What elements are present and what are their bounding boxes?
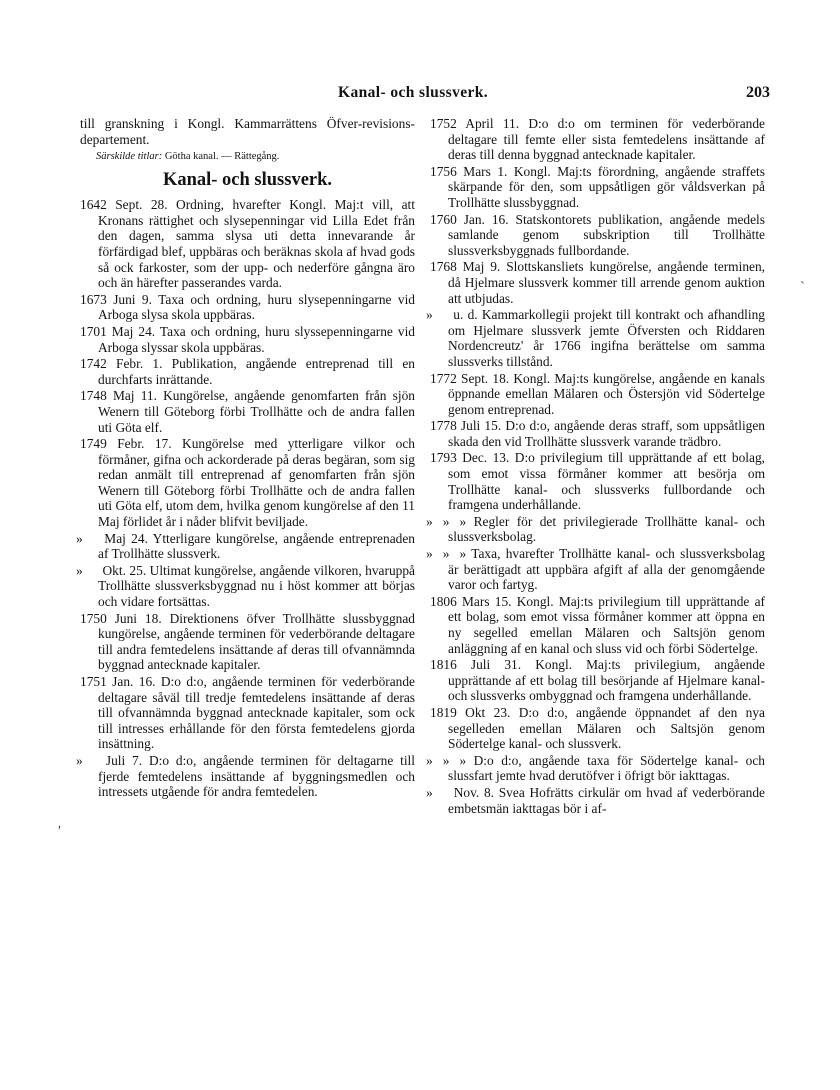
list-item: 1806 Mars 15. Kongl. Maj:ts privilegium till upprättande af ett bolag, som emot vissa förmåner kommer att öppna en ny segelled emellan Mälaren och Saltsjön genom anläggning af en kanal och sluss vid och förbi Södertelge. (430, 593, 765, 656)
sub-list-item-text: u. d. Kammarkollegii projekt till kontrakt och afhandling om Hjelmare slussverk jemte Öfversten och Riddaren Nordencreutz' år 1766 ingifna berättelse om samma slussverks tillstånd. (448, 307, 765, 369)
see-also-label: Särskilde titlar: (96, 151, 163, 163)
see-also-text: Götha kanal. — Rättegång. (164, 151, 280, 163)
sub-list-item-text: Juli 7. D:o d:o, angående terminen för deltagarne till fjerde femtedelens insättande af byggningsmedlen och intressets utgående för andra femtedelen. (98, 752, 415, 800)
list-item: 1673 Juni 9. Taxa och ordning, huru slysepenningarne vid Arboga slysa skola uppbäras. (80, 291, 415, 323)
list-item: 1816 Juli 31. Kongl. Maj:ts privilegium, angående upprättande af ett bolag till besörjande af Hjelmare kanal- och slussverks ombyggnad och framgena underhållande. (430, 657, 765, 704)
running-title: Kanal- och slussverk. (338, 84, 489, 101)
ditto-mark: » » » (426, 546, 467, 562)
sub-list-item (76, 752, 415, 800)
list-item: 1819 Okt 23. D:o d:o, angående öppnandet af den nya segelleden emellan Mälaren och Saltsjön genom Södertelge kanal- och slussverk. (430, 704, 765, 752)
ditto-mark: » (426, 307, 433, 323)
stray-mark-right: ` (800, 280, 805, 295)
ditto-mark: » » » (426, 752, 467, 768)
section-heading: Kanal- och slussverk. (162, 170, 333, 191)
list-item: 1756 Mars 1. Kongl. Maj:ts förordning, angående straffets skärpande för den, som uppsåtligen gör våldsverkan på Trollhätte slussbyggnad. (430, 163, 765, 210)
list-item: 1752 April 11. D:o d:o om terminen för vederbörande deltagare till femte eller sista femtedelens insättande af deras till denna byggnad antecknade kapitaler. (430, 116, 765, 163)
stray-mark-left: ′ (58, 824, 62, 839)
list-item: 1778 Juli 15. D:o d:o, angående deras straff, som uppsåtligen skada den vid Trollhätte slussverk varande trädbro. (430, 418, 765, 449)
list-item: 1751 Jan. 16. D:o d:o, angående terminen för vederbörande deltagare såväl till tredje femtedelens insättande af deras till ofvannämnda byggnad antecknade kapitaler, som ock till intresses erhållande för den första femtedelens gjorda insättning. (80, 674, 415, 752)
list-item: 1793 Dec. 13. D:o privilegium till upprättande af ett bolag, som emot vissa förmåner kommer att besörja om Trollhätte kanal- och slussverks fullbordande och framgena underhållande. (430, 450, 765, 513)
sub-list-item-text: Maj 24. Ytterligare kungörelse, angående entreprenaden af Trollhätte slussverk. (98, 530, 415, 562)
list-item: 1742 Febr. 1. Publikation, angående entreprenad till en durchfarts inrättande. (80, 356, 415, 387)
sub-entry-list-b (76, 752, 415, 800)
list-item: 1750 Juni 18. Direktionens öfver Trollhätte slussbyggnad kungörelse, angående terminen för vederbörande deltagare till andra femtedelens insättande af deras till ofvannämnda byggnad antecknade kapitaler. (80, 610, 415, 673)
page-number: 203 (746, 84, 770, 101)
list-item: 1772 Sept. 18. Kongl. Maj:ts kungörelse, angående en kanals öppnande emellan Mälaren och Östersjön vid Södertelge genom entreprenad. (430, 370, 765, 417)
sub-list-item-text: Okt. 25. Ultimat kungörelse, angående vilkoren, hvaruppå Trollhätte slussverksbyggnad nu i höst kommer att börjas och vidare fortsättas. (98, 562, 415, 610)
ditto-mark: » (76, 530, 83, 546)
list-item: 1701 Maj 24. Taxa och ordning, huru slyssepenningarne vid Arboga slyssar skola uppbäras. (80, 323, 415, 355)
left-column (76, 116, 415, 801)
right-column (426, 116, 765, 817)
sub-list-item-text: Taxa, hvarefter Trollhätte kanal- och slussverksbolag är berättigadt att uppbära afgift af alla der genomgående varor och fartyg. (448, 546, 765, 593)
sub-list-item (426, 784, 765, 816)
list-item: 1760 Jan. 16. Statskontorets publikation, angående medels samlande genom subskription till Trollhätte slussverksbyggnads fullbordande. (430, 211, 765, 258)
ditto-mark: » (426, 784, 433, 800)
sub-list-item-text: Nov. 8. Svea Hofrätts cirkulär om hvad af vederbörande embetsmän iakttagas bör i af- (448, 784, 765, 816)
sub-list-item (76, 530, 415, 562)
sub-list-item (426, 546, 765, 593)
intro-continuation: till granskning i Kongl. Kammarrättens Öfver-revisions-departement. (80, 116, 415, 147)
ditto-mark: » (76, 752, 83, 768)
sub-list-item (426, 307, 765, 369)
entry-list-a (80, 197, 415, 529)
list-item: 1749 Febr. 17. Kungörelse med ytterligare vilkor och förmåner, gifna och ackorderade på deras begäran, som sig redan anmält till entreprenad af genomfarten från sjön Wenern till Göteborg förbi Trollhätte och de andra fallen uti Göta elf, utom dem, hvilka genom kungörelse af den 11 Maj förlidet år i nåder blifvit beviljade. (80, 436, 415, 530)
list-item: 1768 Maj 9. Slottskansliets kungörelse, angående terminen, då Hjelmare slussverk kommer till arrende genom auktion att utbjudas. (430, 259, 765, 306)
sub-list-item-text: D:o d:o, angående taxa för Södertelge kanal- och slussfart jemte hvad derutöfver i öfrigt bör iakttagas. (448, 752, 765, 784)
sub-list-item (426, 752, 765, 784)
sub-list-item (76, 562, 415, 610)
sub-list-item-text: Regler för det privilegierade Trollhätte kanal- och slussverksbolag. (448, 513, 765, 545)
ditto-mark: » » » (426, 513, 467, 529)
page-header (80, 84, 770, 108)
list-item: 1748 Maj 11. Kungörelse, angående genomfarten från sjön Wenern till Göteborg förbi Trollhätte och de andra fallen uti Göta elf. (80, 388, 415, 435)
ditto-mark: » (76, 562, 83, 578)
sub-list-item (426, 513, 765, 545)
see-also-note (96, 150, 415, 163)
sub-entry-list-a (76, 530, 415, 610)
list-item: 1642 Sept. 28. Ordning, hvarefter Kongl. Maj:t vill, att Kronans rättighet och slysepenningar vid Lilla Edet från den dagen, samma slysa uti detta innevarande år förfärdigad blef, uppbäras och beräknas skola af hvad gods så ock farkoster, som der upp- och nederföre gångna äro och än härefter passerandes varda. (80, 197, 415, 291)
entry-list-b (80, 611, 415, 752)
